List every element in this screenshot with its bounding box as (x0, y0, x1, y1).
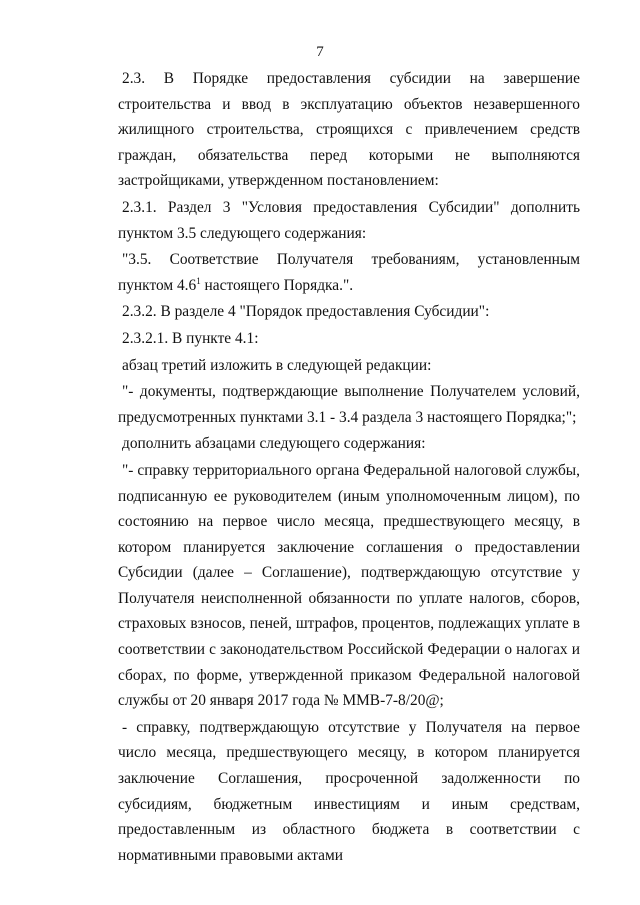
paragraph-2-3-2: 2.3.2. В разделе 4 "Порядок предоставления Субсидии": (122, 303, 490, 321)
paragraph-spravka-fns: "- справку территориального органа Федеральной налоговой службы, подписанную ее руководителем (иным уполномоченным лицом), по состоянию на первое число месяца, предшествующего месяцу, в котором планируется заключение соглашения о предоставлении Субсидии (далее – Соглашение), подтверждающую отсутствие у Получателя неисполненной обязанности по уплате налогов, сборов, страховых взносов, пеней, штрафов, процентов, подлежащих уплате в соответствии с законодательством Российской Федерации о налогах и сборах, по форме, утвержденной приказом Федеральной налоговой службы от 20 января 2017 года № ММВ-7-8/20@; (118, 461, 580, 710)
paragraph-3-5-tail: настоящего Порядка.". (200, 276, 354, 294)
paragraph-2-3-1: 2.3.1. Раздел 3 "Условия предоставления Субсидии" дополнить пунктом 3.5 следующего содержания: (118, 198, 580, 242)
paragraph-documents-quote: "- документы, подтверждающие выполнение Получателем условий, предусмотренных пунктами 3.1 - 3.4 раздела 3 настоящего Порядка;"; (118, 383, 580, 426)
paragraph-2-3: 2.3. В Порядке предоставления субсидии на завершение строительства и ввод в эксплуатацию объектов незавершенного жилищного строительства, строящихся с привлечением средств граждан, обязательства перед которыми не выполняются застройщиками, утвержденном постановлением: (118, 70, 580, 190)
paragraph-2-3-2-1: 2.3.2.1. В пункте 4.1: (122, 329, 259, 347)
paragraph-abzac-tretiy: абзац третий изложить в следующей редакции: (122, 356, 432, 374)
paragraph-dopolnit: дополнить абзацами следующего содержания: (122, 435, 426, 453)
document-body (118, 66, 580, 868)
paragraph-3-5-quote (118, 247, 580, 298)
paragraph-3-5-text: "3.5. Соответствие Получателя требованиям, установленным пунктом 4.6 (118, 251, 580, 294)
paragraph-spravka-zadolzhennost: - справку, подтверждающую отсутствие у Получателя на первое число месяца, предшествующего месяцу, в котором планируется заключение Соглашения, просроченной задолженности по субсидиям, бюджетным инвестициям и иным средствам, предоставленным из областного бюджета в соответствии с нормативными правовыми актами (118, 718, 580, 864)
superscript-1: 1 (196, 275, 201, 286)
page-number: 7 (316, 44, 324, 60)
